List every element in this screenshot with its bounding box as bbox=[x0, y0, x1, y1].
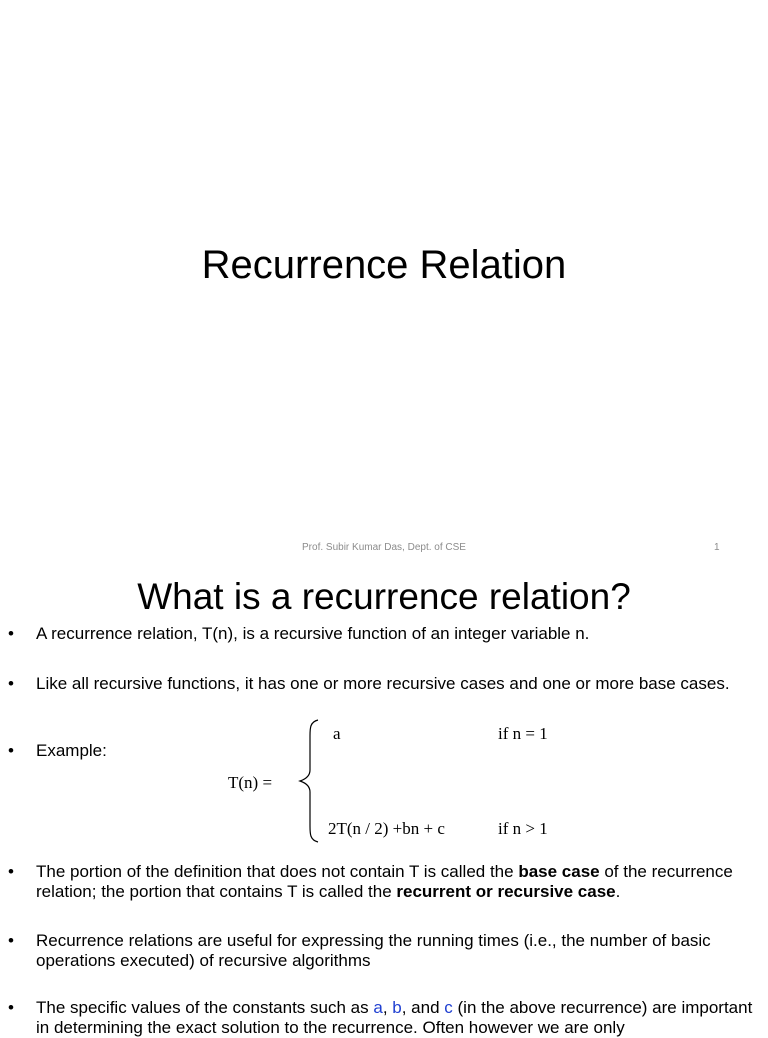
text-run: The specific values of the constants such as bbox=[36, 998, 374, 1017]
bullet-constants bbox=[36, 998, 764, 1038]
equation-case1-expr: a bbox=[333, 724, 341, 743]
text-run: , and bbox=[401, 998, 445, 1017]
constant-a: a bbox=[373, 998, 383, 1017]
bullet-example: • Example: bbox=[36, 741, 764, 761]
text-run: of the recurrence relation; the portion that contains T is called the bbox=[36, 862, 733, 901]
footer-author: Prof. Subir Kumar Das, Dept. of CSE bbox=[302, 542, 466, 553]
text-run: The portion of the definition that does not contain T is called the bbox=[36, 862, 519, 881]
text-run: . bbox=[615, 882, 621, 901]
bullet-definition: • A recurrence relation, T(n), is a recursive function of an integer variable n. bbox=[36, 624, 764, 644]
slide-title: Recurrence Relation bbox=[201, 243, 567, 287]
bullet-running-times: • Recurrence relations are useful for expressing the running times (i.e., the number of basic operations executed) of recursive algorithms bbox=[36, 931, 764, 971]
bullet-recursive-cases: • Like all recursive functions, it has one or more recursive cases and one or more base cases. bbox=[36, 674, 764, 694]
constant-c: c bbox=[444, 998, 453, 1017]
page-number: 1 bbox=[714, 542, 720, 553]
content-slide bbox=[0, 562, 768, 1037]
constant-b: b bbox=[392, 998, 402, 1017]
text-run: (in the above recurrence) are important in determining the exact solution to the recurrence. Often however we are only bbox=[36, 998, 753, 1037]
bullet-base-case bbox=[36, 862, 764, 902]
term-base-case: base case bbox=[518, 862, 600, 881]
term-recursive-case: recurrent or recursive case bbox=[396, 882, 616, 901]
text-run: , bbox=[382, 998, 393, 1017]
equation-case2-expr: 2T(n / 2) +bn + c bbox=[328, 819, 445, 838]
left-brace-icon bbox=[296, 718, 320, 844]
equation-case2-condition: if n > 1 bbox=[498, 819, 548, 838]
slide-heading: What is a recurrence relation? bbox=[137, 576, 631, 617]
equation-case1-condition: if n = 1 bbox=[498, 724, 548, 743]
equation-lhs: T(n) = bbox=[228, 773, 273, 792]
